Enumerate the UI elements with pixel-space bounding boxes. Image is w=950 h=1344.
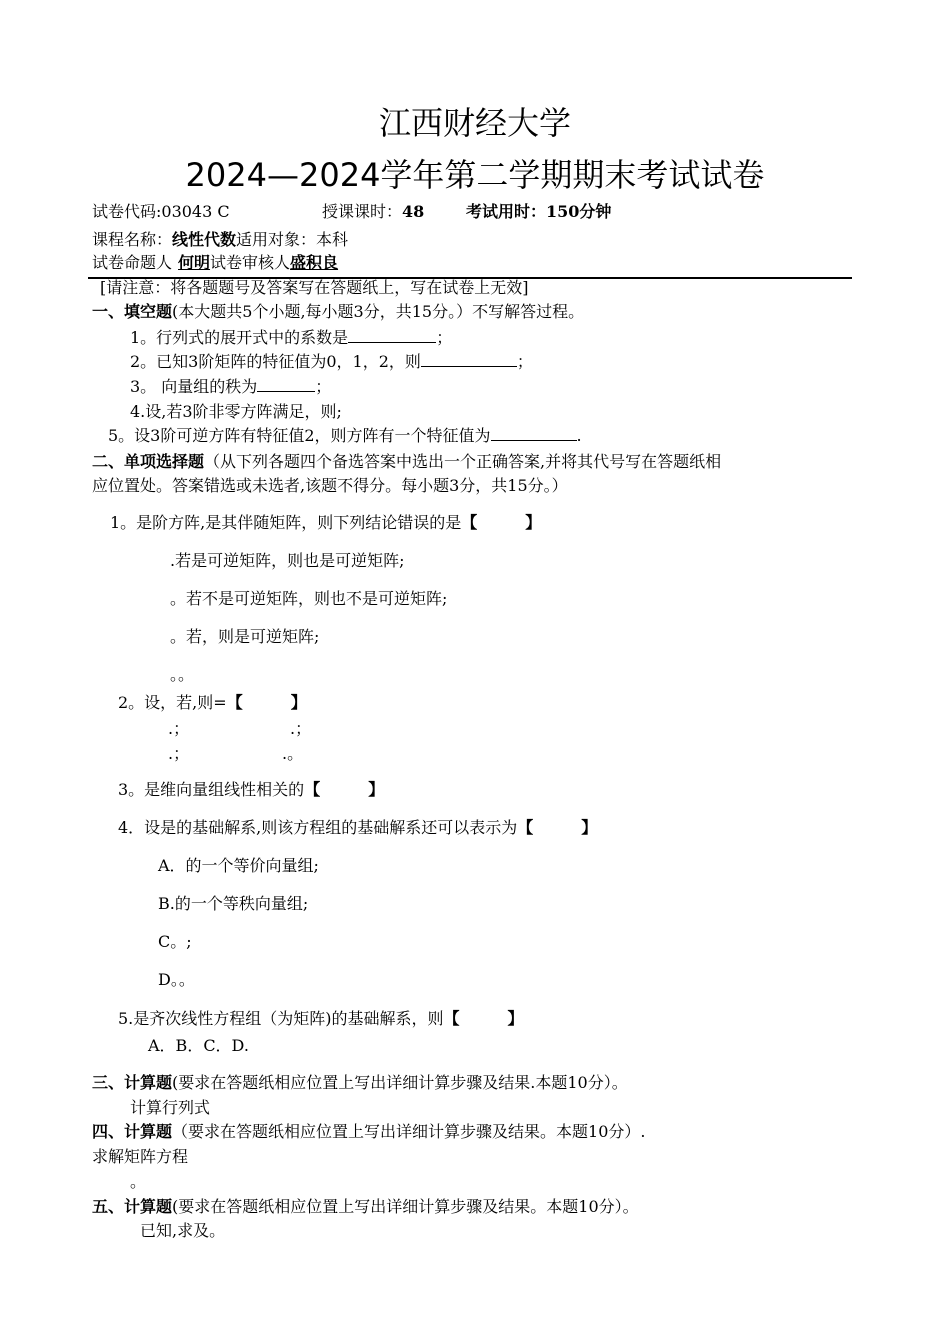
section1-heading [92, 302, 584, 321]
s1-q2 [130, 352, 533, 371]
duration-label: 考试用时： [466, 202, 547, 221]
answer-bracket: 【 】 [517, 818, 598, 837]
s2-q1-option-b: 。若不是可逆矩阵，则也不是可逆矩阵; [170, 589, 448, 608]
section4-desc: （要求在答题纸相应位置上写出详细计算步骤及结果。本题10分）. [172, 1122, 646, 1141]
s2-q4-option-c: C。; [158, 932, 192, 951]
section5-body: 已知,求及。 [140, 1221, 226, 1240]
s1-q3 [130, 377, 331, 396]
section4-body: 求解矩阵方程 [92, 1147, 189, 1166]
section4-heading [92, 1122, 645, 1141]
people-info [92, 253, 338, 272]
s2-q2 [118, 693, 307, 712]
section1-title: 填空题 [124, 302, 173, 321]
section5-title: 计算题 [124, 1197, 173, 1216]
course-value: 线性代数 [172, 230, 237, 249]
s2-q4-option-d: D。。 [158, 970, 195, 989]
s2-q4 [118, 818, 597, 837]
s2-q3 [118, 780, 384, 799]
reviewer-value: 盛积良 [290, 253, 339, 272]
s1-q2-text: 2。已知3阶矩阵的特征值为0，1，2，则 [130, 352, 421, 371]
s2-q1 [110, 513, 541, 532]
s2-q1-option-d: 。。 [170, 665, 195, 684]
answer-blank [491, 426, 577, 441]
answer-blank [421, 352, 517, 367]
s2-q4-text: 4．设是的基础解系,则该方程组的基础解系还可以表示为 [118, 818, 518, 837]
section2-heading [92, 452, 721, 471]
s1-q5 [108, 426, 582, 445]
section2-title: 单项选择题 [124, 452, 205, 471]
s1-q4: 4.设,若3阶非零方阵满足，则; [130, 402, 342, 421]
section1-number: 一、 [92, 302, 125, 321]
section5-heading [92, 1197, 639, 1216]
section5-number: 五、 [92, 1197, 125, 1216]
s2-q2-option-b: .； [290, 719, 312, 738]
s1-q5-end: . [576, 426, 582, 445]
section4-tail: 。 [130, 1172, 147, 1191]
section2-number: 二、 [92, 452, 125, 471]
s2-q2-option-a: .； [168, 719, 190, 738]
university-title: 江西财经大学 [378, 104, 571, 142]
answer-bracket: 【 】 [304, 780, 385, 799]
hours-info [322, 202, 424, 221]
reviewer-label: 试卷审核人 [210, 253, 291, 272]
s2-q2-option-d: .。 [282, 744, 304, 763]
section3-body: 计算行列式 [130, 1098, 211, 1117]
answer-bracket: 【 】 [443, 1009, 524, 1028]
s2-q5 [118, 1009, 524, 1028]
section3-number: 三、 [92, 1073, 125, 1092]
answer-blank [257, 377, 315, 392]
section3-title: 计算题 [124, 1073, 173, 1092]
s2-q1-text: 1。是阶方阵,是其伴随矩阵，则下列结论错误的是 [110, 513, 462, 532]
answer-bracket: 【 】 [461, 513, 542, 532]
s2-q2-text: 2。设，若,则= [118, 693, 227, 712]
s2-q1-option-a: .若是可逆矩阵，则也是可逆矩阵; [170, 551, 405, 570]
section4-number: 四、 [92, 1122, 125, 1141]
exam-title: 2024—2024学年第二学期期末考试试卷 [185, 156, 765, 194]
s2-q1-option-c: 。若，则是可逆矩阵; [170, 627, 320, 646]
section1-desc: (本大题共5个小题,每小题3分，共15分。）不写解答过程。 [172, 302, 585, 321]
s2-q3-text: 3。是维向量组线性相关的 [118, 780, 305, 799]
s1-q1-end: ； [436, 328, 453, 347]
section3-desc: (要求在答题纸相应位置上写出详细计算步骤及结果.本题10分）。 [172, 1073, 628, 1092]
duration-value: 150分钟 [546, 202, 612, 221]
s2-q2-option-c: .； [168, 744, 190, 763]
audience-label: 适用对象：本科 [236, 230, 349, 249]
s1-q5-text: 5。设3阶可逆方阵有特征值2，则方阵有一个特征值为 [108, 426, 491, 445]
s2-q4-option-a: A．的一个等价向量组; [158, 856, 319, 875]
s1-q3-end: ； [315, 377, 332, 396]
exam-code: 试卷代码:03043 C [92, 202, 230, 221]
answer-blank [348, 328, 436, 343]
course-label: 课程名称： [92, 230, 173, 249]
section2-desc-1: （从下列各题四个备选答案中选出一个正确答案,并将其代号写在答题纸相 [204, 452, 722, 471]
setter-label: 试卷命题人 [92, 253, 173, 272]
s2-q5-options: A．B．C．D. [148, 1036, 249, 1055]
duration-info [466, 202, 611, 221]
answer-bracket: 【 】 [226, 693, 307, 712]
section4-title: 计算题 [124, 1122, 173, 1141]
s1-q1 [130, 328, 452, 347]
hours-label: 授课课时： [322, 202, 403, 221]
notice: [请注意：将各题题号及答案写在答题纸上，写在试卷上无效] [100, 278, 529, 297]
s1-q3-text: 3。 向量组的秩为 [130, 377, 258, 396]
s1-q1-text: 1。行列式的展开式中的系数是 [130, 328, 349, 347]
s1-q2-end: ； [516, 352, 533, 371]
course-info [92, 230, 348, 249]
s2-q5-text: 5.是齐次线性方程组（为矩阵)的基础解系，则 [118, 1009, 444, 1028]
s2-q4-option-b: B.的一个等秩向量组; [158, 894, 309, 913]
section3-heading [92, 1073, 628, 1092]
setter-value: 何明 [178, 253, 211, 272]
section5-desc: (要求在答题纸相应位置上写出详细计算步骤及结果。本题10分）。 [172, 1197, 639, 1216]
hours-value: 48 [402, 202, 425, 221]
section2-desc-2: 应位置处。答案错选或未选者,该题不得分。每小题3分，共15分。） [92, 476, 568, 495]
